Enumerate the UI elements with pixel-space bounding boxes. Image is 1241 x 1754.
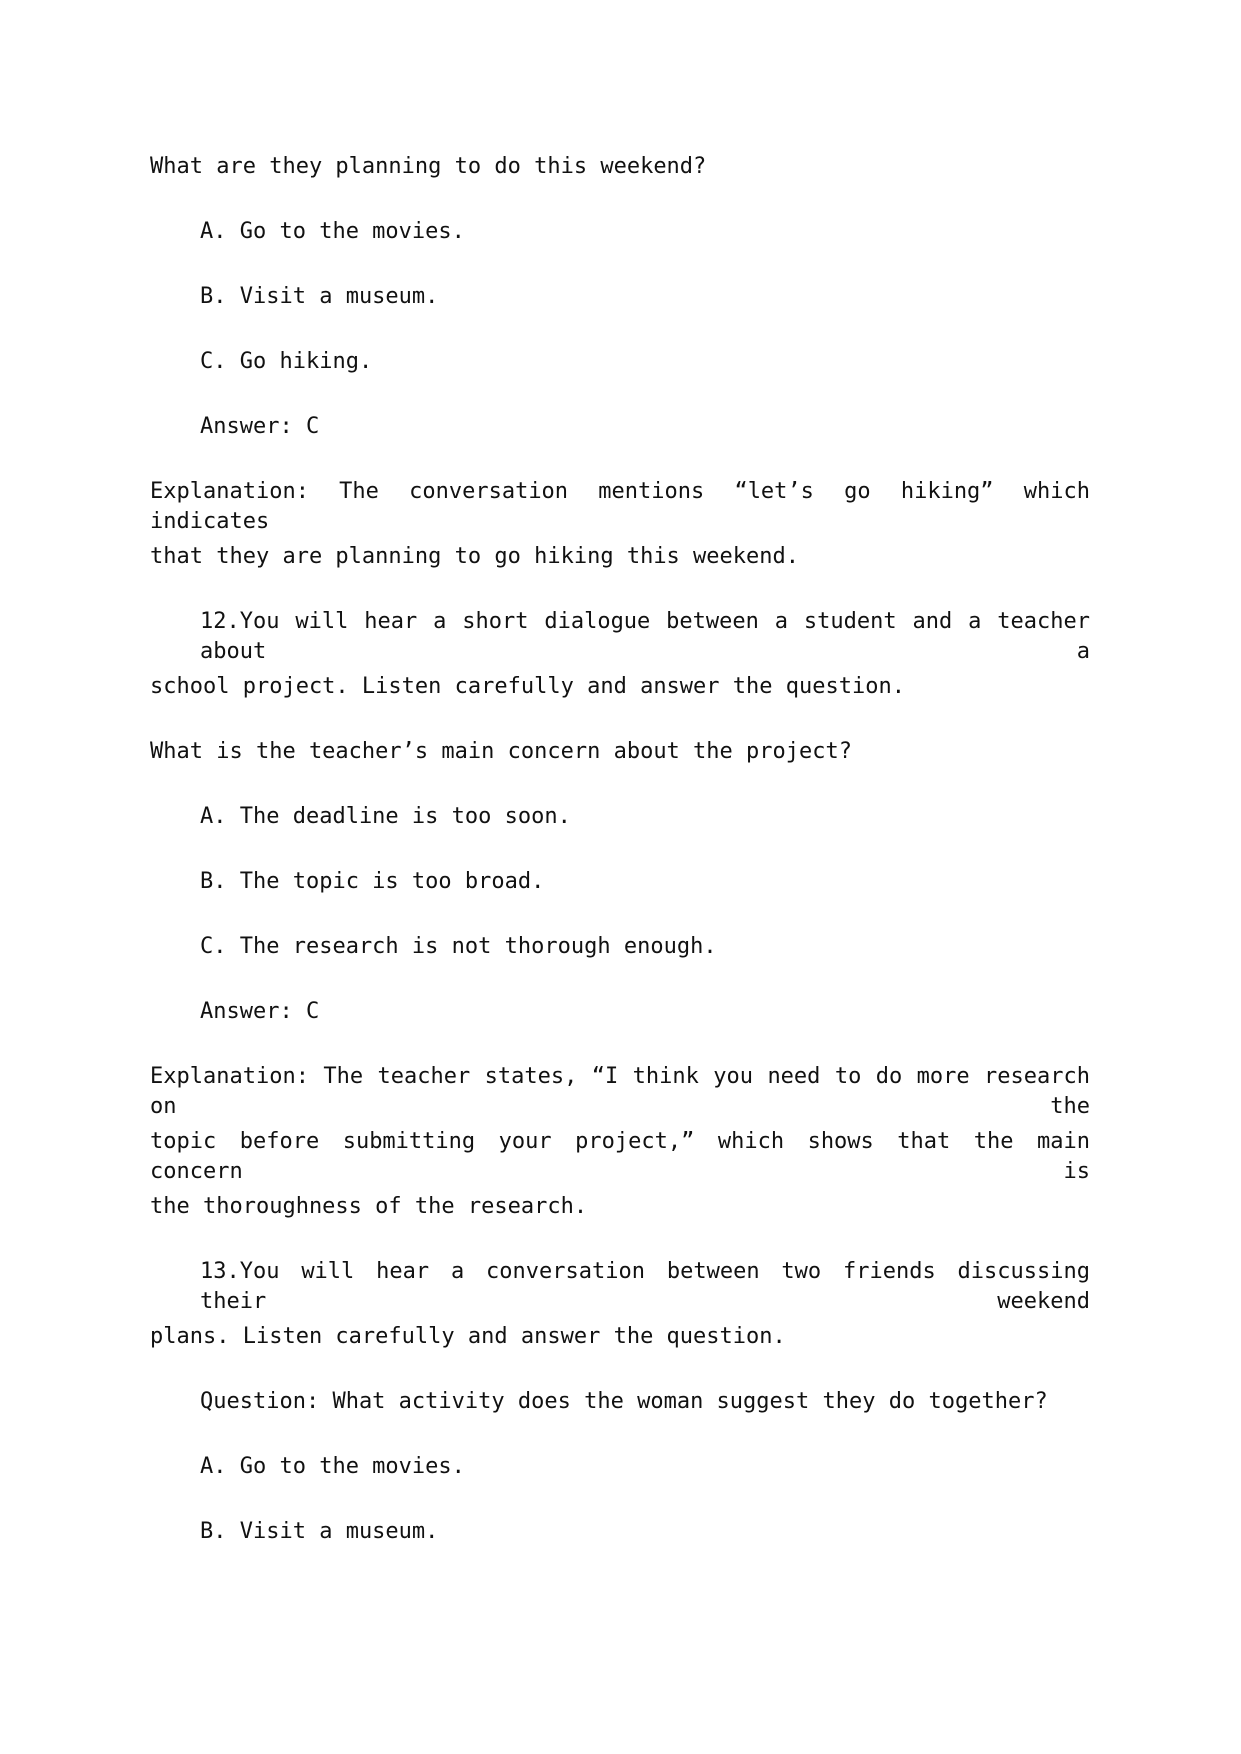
- q12-answer: Answer: C: [200, 999, 320, 1024]
- question-11-prompt: What are they planning to do this weekend?: [150, 154, 707, 179]
- q12-option-a: A. The deadline is too soon.: [200, 804, 571, 829]
- q13-intro-line-2: plans. Listen carefully and answer the question.: [150, 1324, 786, 1349]
- q12-explanation-line-1: Explanation: The teacher states, “I think you need to do more research on the: [150, 1064, 1090, 1119]
- q11-explanation-line-2: that they are planning to go hiking this weekend.: [150, 544, 800, 569]
- question-12-prompt: What is the teacher’s main concern about the project?: [150, 739, 852, 764]
- q12-explanation-line-3: the thoroughness of the research.: [150, 1194, 588, 1219]
- q11-answer: Answer: C: [200, 414, 320, 439]
- q13-option-b: B. Visit a museum.: [200, 1519, 439, 1544]
- q12-option-c: C. The research is not thorough enough.: [200, 934, 717, 959]
- q13-option-a: A. Go to the movies.: [200, 1454, 465, 1479]
- q11-option-b: B. Visit a museum.: [200, 284, 439, 309]
- q12-explanation-line-2: topic before submitting your project,” which shows that the main concern is: [150, 1129, 1090, 1184]
- q11-option-a: A. Go to the movies.: [200, 219, 465, 244]
- q12-option-b: B. The topic is too broad.: [200, 869, 545, 894]
- question-13-prompt: Question: What activity does the woman suggest they do together?: [200, 1389, 1048, 1414]
- q13-intro-line-1: 13.You will hear a conversation between two friends discussing their weekend: [200, 1259, 1090, 1314]
- q12-intro-line-2: school project. Listen carefully and answer the question.: [150, 674, 905, 699]
- q12-intro-line-1: 12.You will hear a short dialogue between a student and a teacher about a: [200, 609, 1090, 664]
- q11-option-c: C. Go hiking.: [200, 349, 373, 374]
- q11-explanation-line-1: Explanation: The conversation mentions “let’s go hiking” which indicates: [150, 479, 1090, 534]
